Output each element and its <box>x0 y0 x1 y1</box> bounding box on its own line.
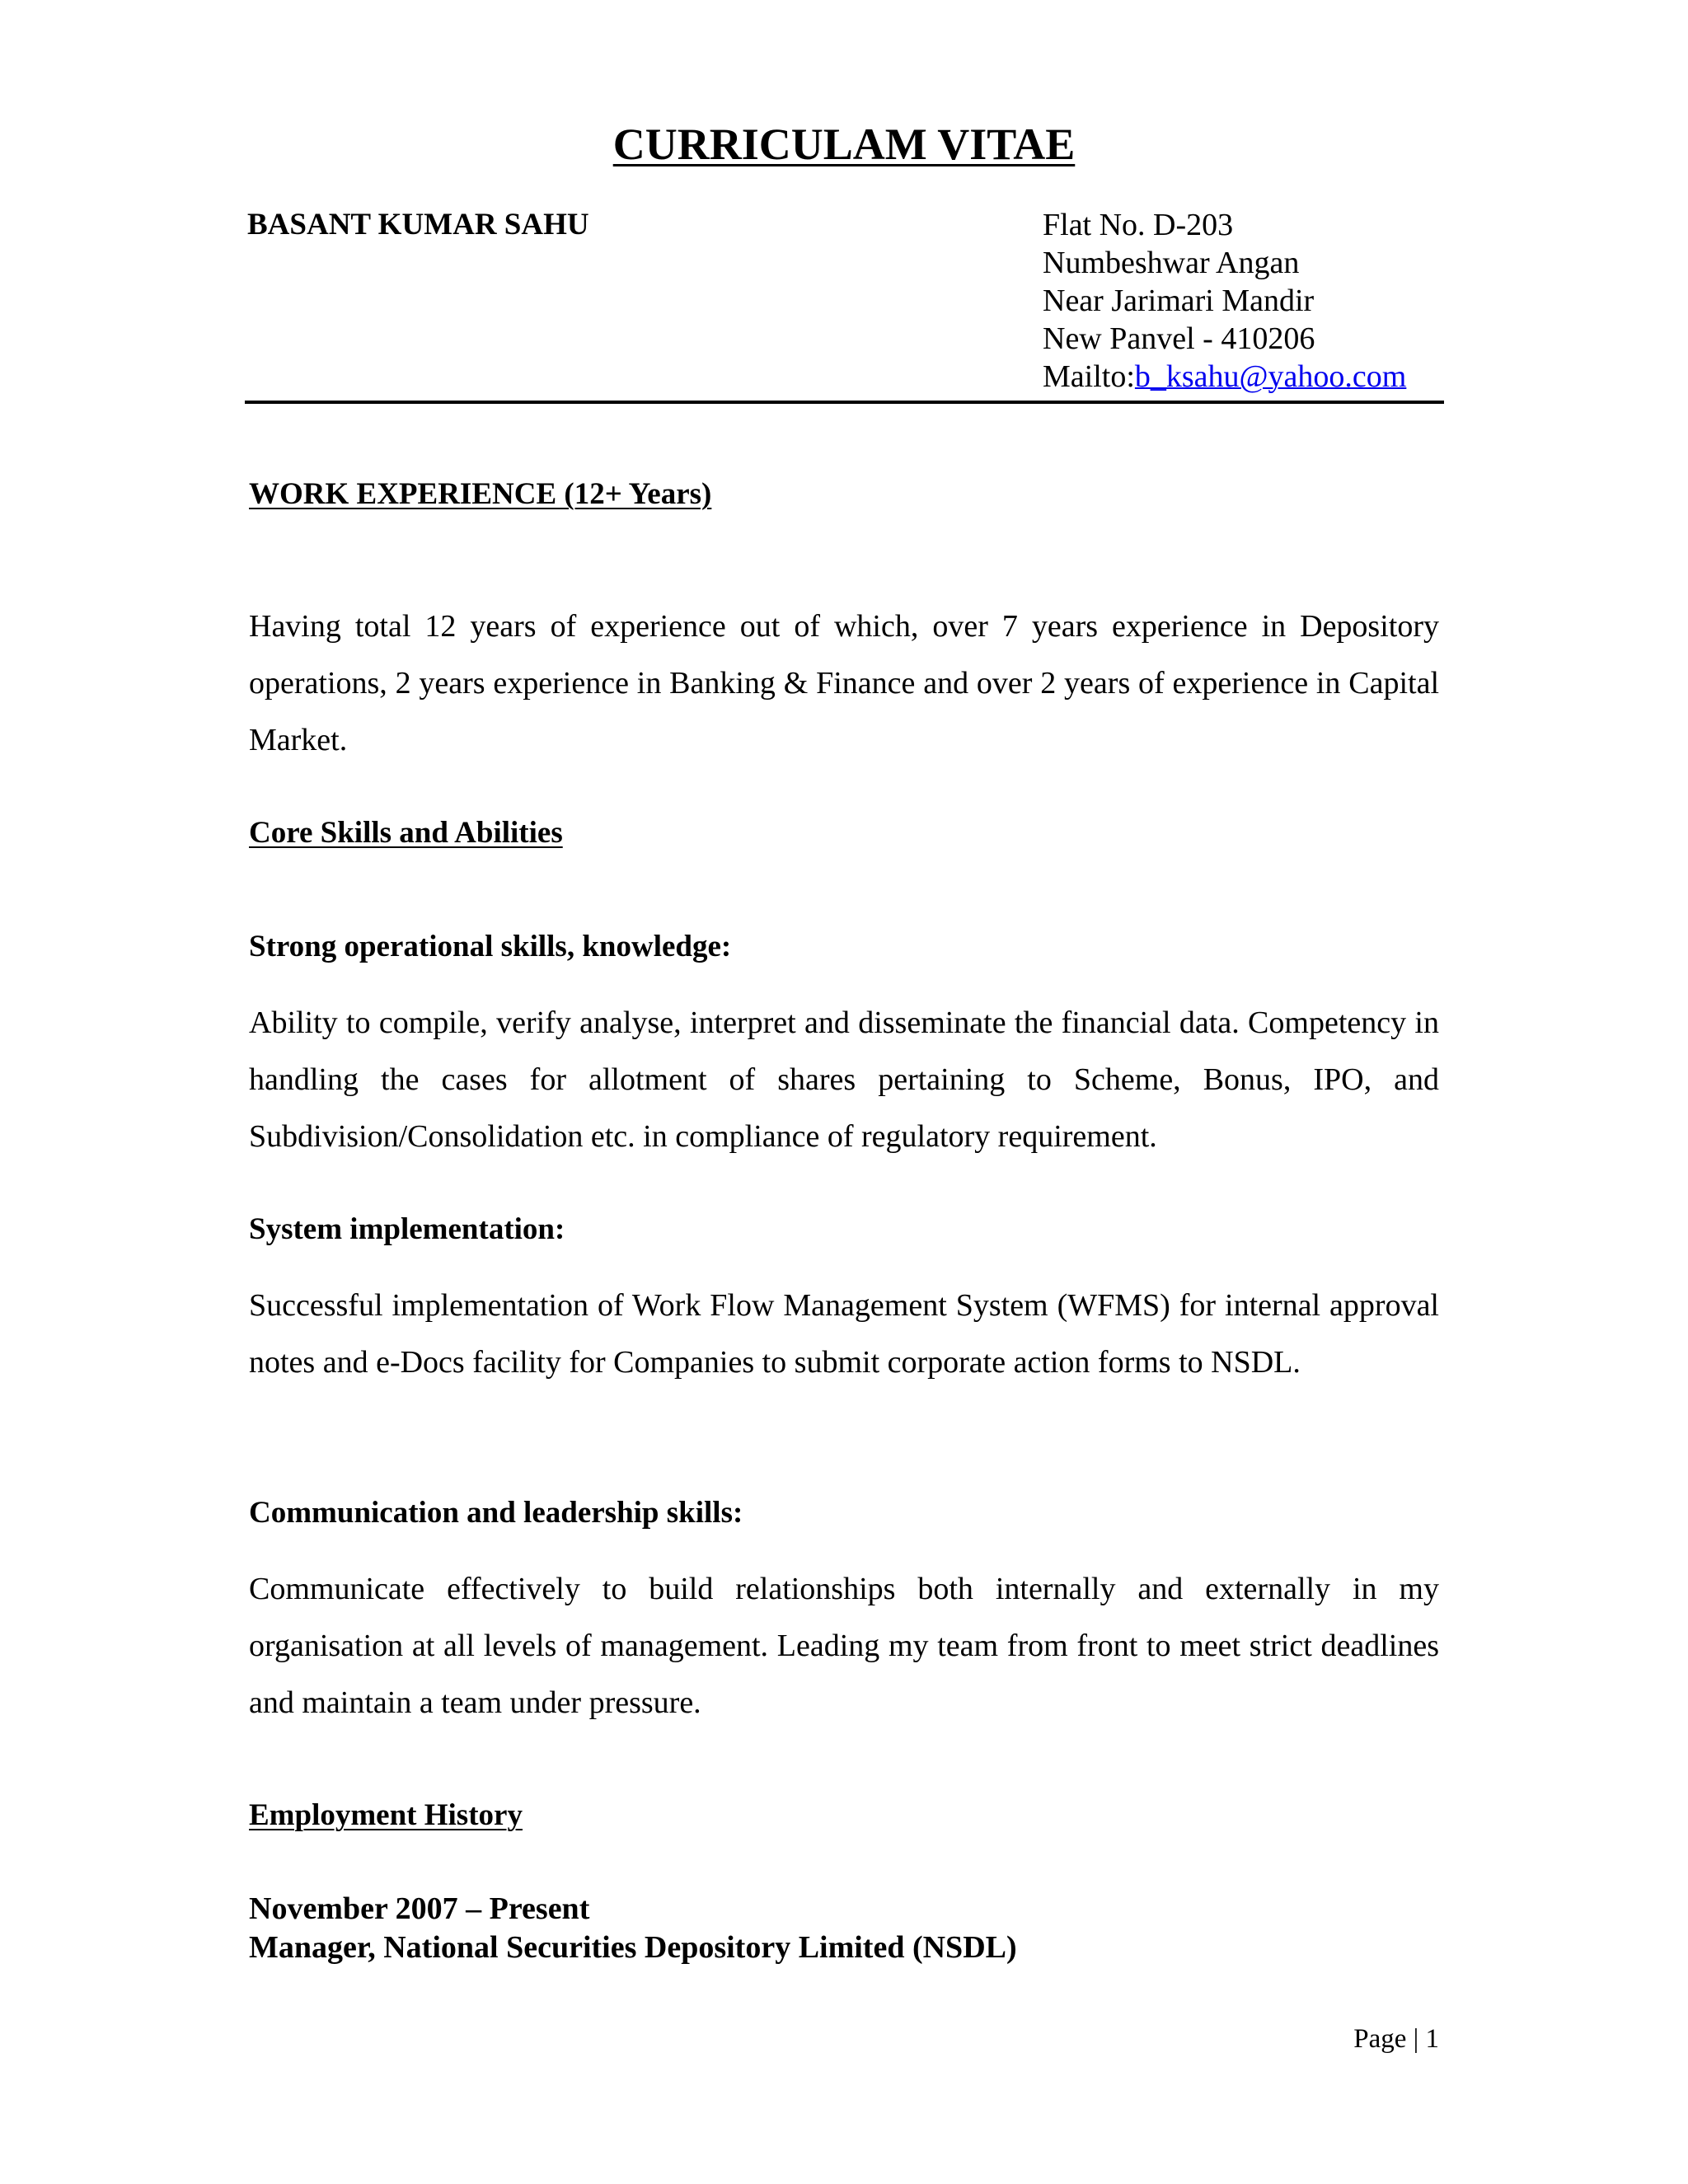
email-prefix: Mailto: <box>1043 359 1135 394</box>
work-experience-summary: Having total 12 years of experience out of which, over 7 years experience in Depository operations, 2 years experience in Banking & Finance and over 2 years of experience in Capital Market. <box>249 609 1439 757</box>
employment-history-heading: Employment History <box>249 1798 523 1832</box>
skill-title-communication: Communication and leadership skills: <box>249 1496 743 1530</box>
email-line <box>1043 358 1406 396</box>
email-link[interactable]: b_ksahu@yahoo.com <box>1134 359 1407 394</box>
page-number: Page | 1 <box>1353 2024 1439 2054</box>
employment-entry <box>249 1890 1017 1967</box>
core-skills-heading: Core Skills and Abilities <box>249 816 563 850</box>
skill-title-system: System implementation: <box>249 1212 565 1246</box>
document-title: CURRICULAM VITAE <box>612 120 1076 169</box>
employment-role: Manager, National Securities Depository Limited (NSDL) <box>249 1930 1017 1965</box>
employment-period: November 2007 – Present <box>249 1891 590 1926</box>
skill-text-communication: Communicate effectively to build relationships both internally and externally in my organisation at all levels of management. Leading my team from front to meet strict deadlines and maintain a team under pressure. <box>249 1572 1439 1720</box>
candidate-name: BASANT KUMAR SAHU <box>247 208 589 241</box>
address-line-flat: Flat No. D-203 <box>1043 208 1234 242</box>
skill-text-system: Successful implementation of Work Flow Management System (WFMS) for internal approval notes and e-Docs facility for Companies to submit corporate action forms to NSDL. <box>249 1288 1439 1380</box>
address-line-city: New Panvel - 410206 <box>1043 321 1315 356</box>
work-experience-heading: WORK EXPERIENCE (12+ Years) <box>249 477 712 511</box>
header-divider <box>245 401 1444 404</box>
skill-title-operational: Strong operational skills, knowledge: <box>249 930 732 963</box>
skill-text-operational: Ability to compile, verify analyse, interpret and disseminate the financial data. Competency in handling the cases for allotment of shares pertaining to Scheme, Bonus, IPO, and Subdivision/Consolidation etc. in compliance of regulatory requirement. <box>249 1005 1439 1154</box>
address-block <box>1043 206 1406 396</box>
address-line-landmark: Near Jarimari Mandir <box>1043 284 1315 318</box>
address-line-building: Numbeshwar Angan <box>1043 246 1300 280</box>
